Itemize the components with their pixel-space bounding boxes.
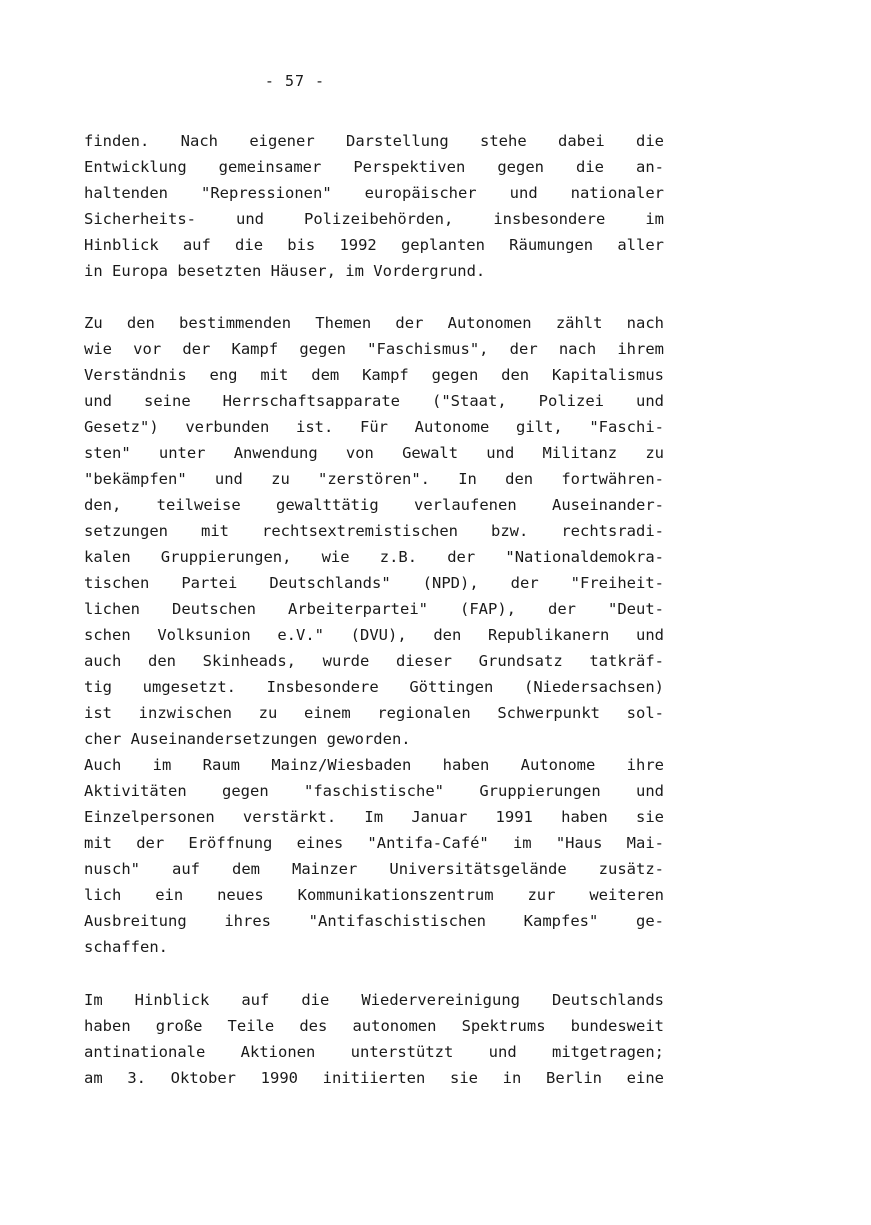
text-line: Aktivitäten gegen "faschistische" Gruppierungen und [84, 782, 664, 800]
text-line: Einzelpersonen verstärkt. Im Januar 1991 haben sie [84, 808, 664, 826]
text-line: antinationale Aktionen unterstützt und mitgetragen; [84, 1043, 664, 1061]
text-line: wie vor der Kampf gegen "Faschismus", der nach ihrem [84, 340, 664, 358]
paragraph [84, 987, 664, 1091]
text-line: kalen Gruppierungen, wie z.B. der "Nationaldemokra- [84, 548, 664, 566]
text-line: cher Auseinandersetzungen geworden. [84, 730, 411, 748]
text-line: lichen Deutschen Arbeiterpartei" (FAP), der "Deut- [84, 600, 664, 618]
text-line: finden. Nach eigener Darstellung stehe dabei die [84, 132, 664, 150]
text-line: setzungen mit rechtsextremistischen bzw. rechtsradi- [84, 522, 664, 540]
text-line: schen Volksunion e.V." (DVU), den Republikanern und [84, 626, 664, 644]
text-line: tischen Partei Deutschlands" (NPD), der "Freiheit- [84, 574, 664, 592]
text-line: haltenden "Repressionen" europäischer und nationaler [84, 184, 664, 202]
text-line: sten" unter Anwendung von Gewalt und Militanz zu [84, 444, 664, 462]
text-line: und seine Herrschaftsapparate ("Staat, Polizei und [84, 392, 664, 410]
text-line: Verständnis eng mit dem Kampf gegen den Kapitalismus [84, 366, 664, 384]
text-line: am 3. Oktober 1990 initiierten sie in Berlin eine [84, 1069, 664, 1087]
text-line: Sicherheits- und Polizeibehörden, insbesondere im [84, 210, 664, 228]
text-line: in Europa besetzten Häuser, im Vordergrund. [84, 262, 486, 280]
page-number: - 57 - [264, 72, 326, 90]
text-line: Ausbreitung ihres "Antifaschistischen Kampfes" ge- [84, 912, 664, 930]
text-line: mit der Eröffnung eines "Antifa-Café" im "Haus Mai- [84, 834, 664, 852]
text-line: den, teilweise gewalttätig verlaufenen Auseinander- [84, 496, 664, 514]
text-line: Gesetz") verbunden ist. Für Autonome gilt, "Faschi- [84, 418, 664, 436]
paragraph [84, 310, 664, 960]
text-line: Entwicklung gemeinsamer Perspektiven gegen die an- [84, 158, 664, 176]
text-line: Zu den bestimmenden Themen der Autonomen zählt nach [84, 314, 664, 332]
text-line: Hinblick auf die bis 1992 geplanten Räumungen aller [84, 236, 664, 254]
text-line: lich ein neues Kommunikationszentrum zur weiteren [84, 886, 664, 904]
text-line: nusch" auf dem Mainzer Universitätsgelände zusätz- [84, 860, 664, 878]
text-line: haben große Teile des autonomen Spektrums bundesweit [84, 1017, 664, 1035]
text-line: auch den Skinheads, wurde dieser Grundsatz tatkräf- [84, 652, 664, 670]
text-line: tig umgesetzt. Insbesondere Göttingen (Niedersachsen) [84, 678, 664, 696]
paragraph [84, 128, 664, 284]
text-line: ist inzwischen zu einem regionalen Schwerpunkt sol- [84, 704, 664, 722]
text-line: "bekämpfen" und zu "zerstören". In den fortwähren- [84, 470, 664, 488]
text-line: Im Hinblick auf die Wiedervereinigung Deutschlands [84, 991, 664, 1009]
text-line: schaffen. [84, 938, 168, 956]
text-line: Auch im Raum Mainz/Wiesbaden haben Autonome ihre [84, 756, 664, 774]
